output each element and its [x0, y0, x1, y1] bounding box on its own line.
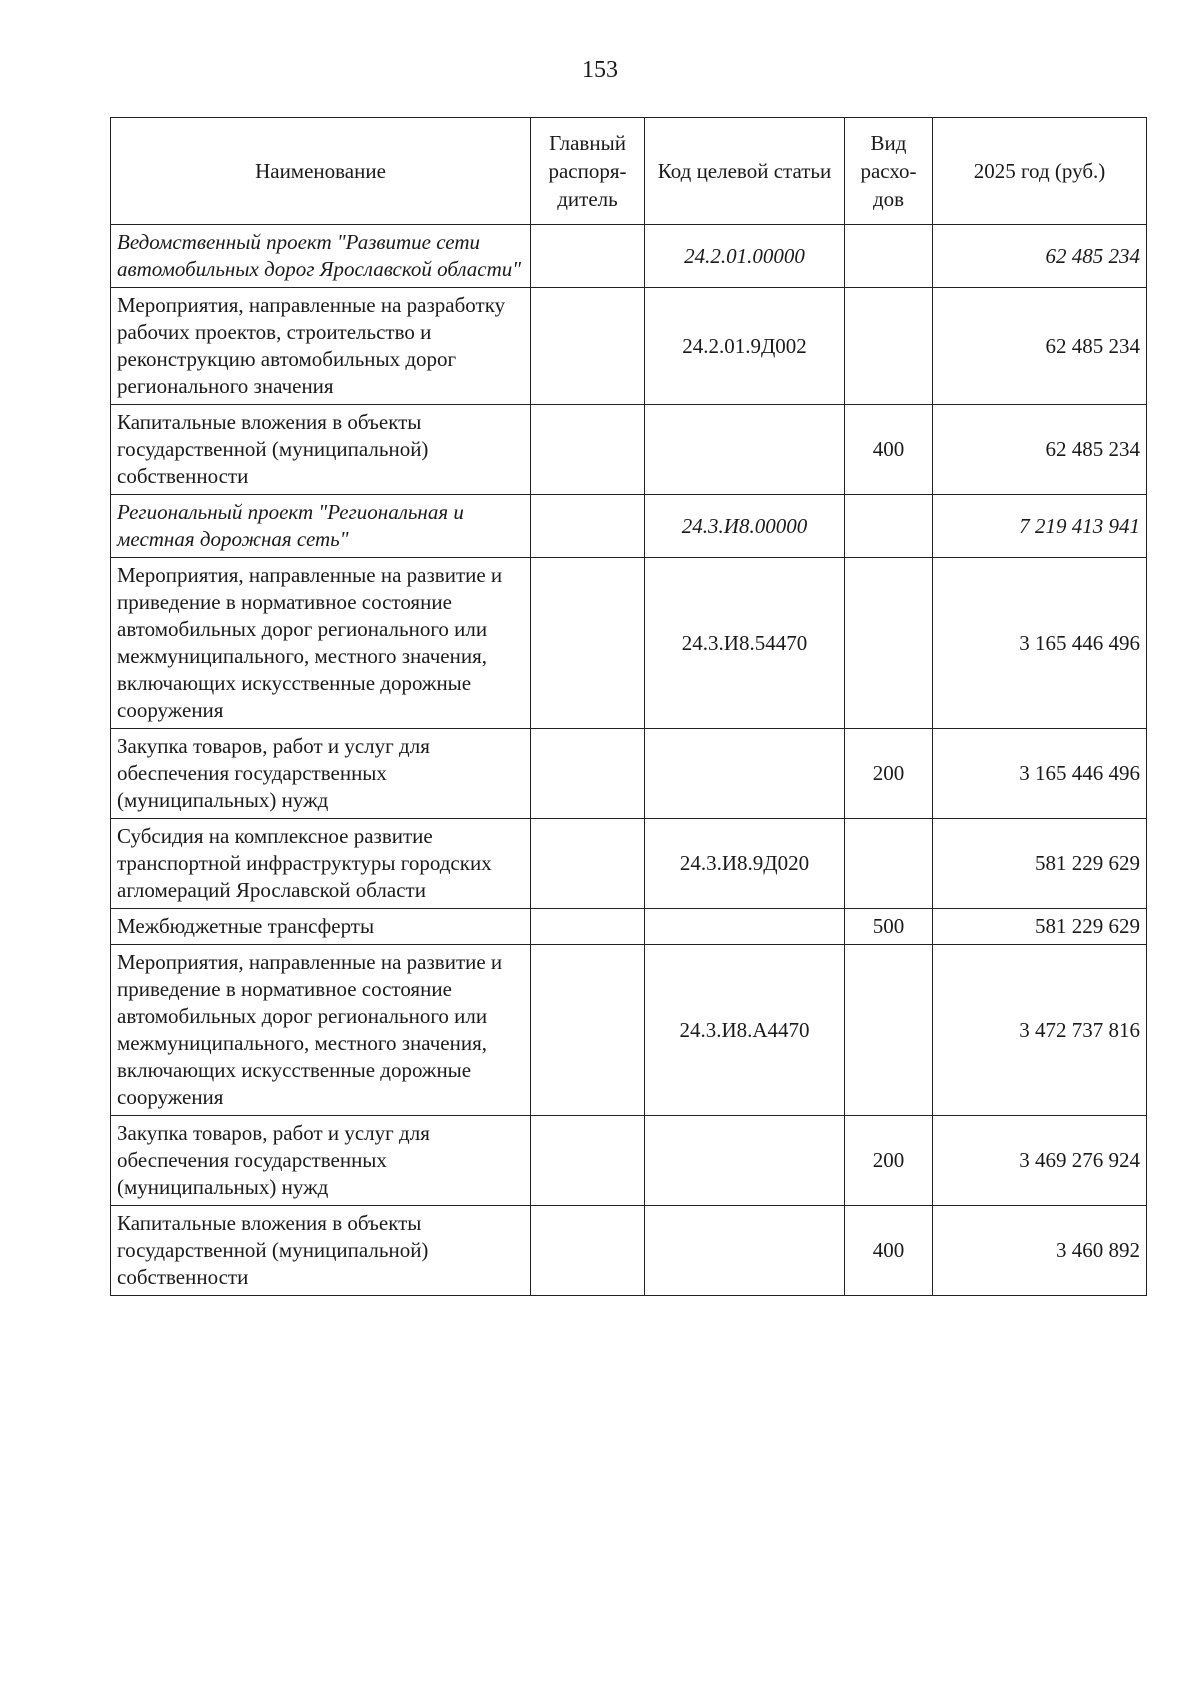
row-amount-cell: 3 460 892 — [933, 1206, 1147, 1296]
row-manager-cell — [531, 729, 645, 819]
header-amount: 2025 год (руб.) — [933, 118, 1147, 225]
table-row — [111, 495, 1147, 558]
row-code-cell — [645, 729, 845, 819]
row-kind-cell — [845, 495, 933, 558]
row-amount-cell: 62 485 234 — [933, 225, 1147, 288]
row-name-cell: Закупка товаров, работ и услуг для обеспечения государственных (муниципальных) нужд — [111, 1116, 531, 1206]
row-amount-cell: 3 165 446 496 — [933, 558, 1147, 729]
row-manager-cell — [531, 819, 645, 909]
row-code-cell: 24.3.И8.54470 — [645, 558, 845, 729]
row-kind-cell — [845, 819, 933, 909]
row-name-cell: Ведомственный проект "Развитие сети автомобильных дорог Ярославской области" — [111, 225, 531, 288]
row-amount-cell: 62 485 234 — [933, 288, 1147, 405]
row-kind-cell: 400 — [845, 405, 933, 495]
row-code-cell — [645, 405, 845, 495]
row-name-cell: Субсидия на комплексное развитие транспортной инфраструктуры городских агломераций Ярославской области — [111, 819, 531, 909]
table-row — [111, 729, 1147, 819]
row-name-cell: Мероприятия, направленные на разработку рабочих проектов, строительство и реконструкцию автомобильных дорог регионального значения — [111, 288, 531, 405]
row-manager-cell — [531, 1116, 645, 1206]
table-body — [111, 225, 1147, 1296]
row-code-cell: 24.3.И8.9Д020 — [645, 819, 845, 909]
table-row — [111, 909, 1147, 945]
row-code-cell: 24.2.01.00000 — [645, 225, 845, 288]
header-name: Наименование — [111, 118, 531, 225]
row-kind-cell: 200 — [845, 729, 933, 819]
row-code-cell — [645, 909, 845, 945]
row-name-cell: Мероприятия, направленные на развитие и приведение в нормативное состояние автомобильных дорог регионального или межмуниципального, местного значения, включающих искусственные дорожные сооружения — [111, 945, 531, 1116]
row-amount-cell: 3 472 737 816 — [933, 945, 1147, 1116]
row-manager-cell — [531, 225, 645, 288]
row-name-cell: Закупка товаров, работ и услуг для обеспечения государственных (муниципальных) нужд — [111, 729, 531, 819]
page-number: 153 — [582, 57, 618, 83]
row-manager-cell — [531, 495, 645, 558]
table-row — [111, 1116, 1147, 1206]
row-name-cell: Капитальные вложения в объекты государственной (муниципальной) собственности — [111, 1206, 531, 1296]
row-code-cell — [645, 1116, 845, 1206]
row-manager-cell — [531, 558, 645, 729]
row-amount-cell: 62 485 234 — [933, 405, 1147, 495]
table-header-row — [111, 118, 1147, 225]
row-manager-cell — [531, 945, 645, 1116]
table-row — [111, 558, 1147, 729]
row-amount-cell: 581 229 629 — [933, 909, 1147, 945]
row-amount-cell: 3 469 276 924 — [933, 1116, 1147, 1206]
row-name-cell: Капитальные вложения в объекты государственной (муниципальной) собственности — [111, 405, 531, 495]
row-manager-cell — [531, 909, 645, 945]
row-amount-cell: 581 229 629 — [933, 819, 1147, 909]
row-kind-cell — [845, 558, 933, 729]
row-amount-cell: 7 219 413 941 — [933, 495, 1147, 558]
row-manager-cell — [531, 1206, 645, 1296]
row-name-cell: Региональный проект "Региональная и местная дорожная сеть" — [111, 495, 531, 558]
row-kind-cell — [845, 945, 933, 1116]
header-kind: Вид расхо-дов — [845, 118, 933, 225]
table-row — [111, 288, 1147, 405]
row-kind-cell — [845, 288, 933, 405]
row-name-cell: Межбюджетные трансферты — [111, 909, 531, 945]
row-kind-cell: 400 — [845, 1206, 933, 1296]
table-row — [111, 819, 1147, 909]
header-manager: Главный распоря-дитель — [531, 118, 645, 225]
table-row — [111, 945, 1147, 1116]
row-kind-cell: 500 — [845, 909, 933, 945]
header-code: Код целевой статьи — [645, 118, 845, 225]
budget-table — [110, 117, 1147, 1296]
row-code-cell: 24.2.01.9Д002 — [645, 288, 845, 405]
row-code-cell — [645, 1206, 845, 1296]
row-manager-cell — [531, 288, 645, 405]
row-code-cell: 24.3.И8.А4470 — [645, 945, 845, 1116]
table-row — [111, 405, 1147, 495]
row-code-cell: 24.3.И8.00000 — [645, 495, 845, 558]
table-row — [111, 225, 1147, 288]
row-amount-cell: 3 165 446 496 — [933, 729, 1147, 819]
row-kind-cell: 200 — [845, 1116, 933, 1206]
table-row — [111, 1206, 1147, 1296]
row-kind-cell — [845, 225, 933, 288]
row-name-cell: Мероприятия, направленные на развитие и приведение в нормативное состояние автомобильных дорог регионального или межмуниципального, местного значения, включающих искусственные дорожные сооружения — [111, 558, 531, 729]
row-manager-cell — [531, 405, 645, 495]
